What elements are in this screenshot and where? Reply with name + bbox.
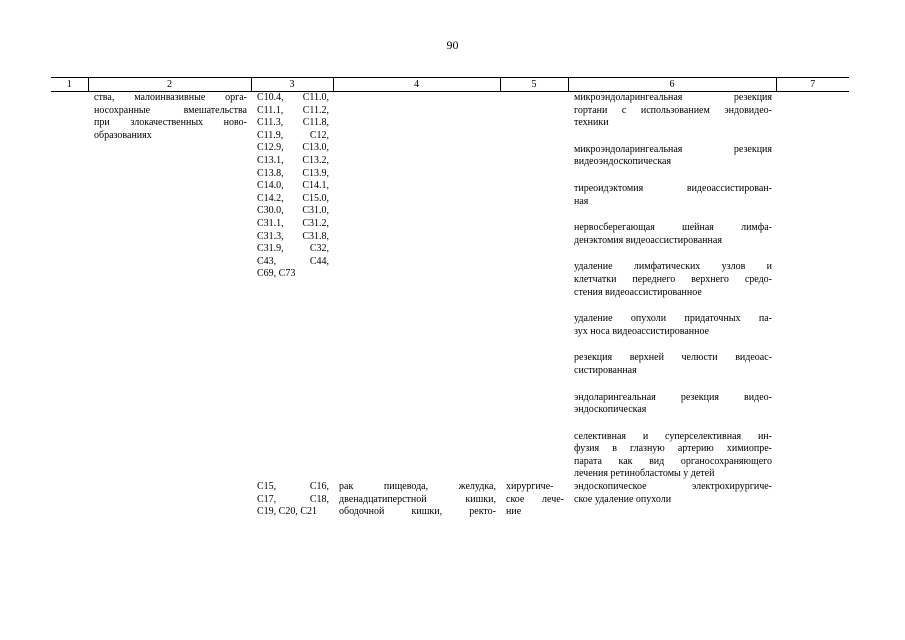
text-line: эндоскопическое электрохирургиче- xyxy=(574,481,772,493)
icd-code: C14.0, xyxy=(257,180,284,192)
text-line: образованиях xyxy=(94,129,152,141)
text-line: тиреоидэктомия видеоассистирован- xyxy=(574,182,772,194)
icd-code: C14.2, xyxy=(257,192,284,204)
intervention-item xyxy=(574,183,772,208)
text-line: клетчатки переднего верхнего средо- xyxy=(574,273,772,285)
icd-code-list xyxy=(257,481,329,519)
text-line: эндоларингеальная резекция видео- xyxy=(574,391,772,403)
cell-interventions xyxy=(568,92,776,482)
icd-code: C11.0, xyxy=(302,92,329,103)
text-line: техники xyxy=(574,117,609,129)
icd-code: C32, xyxy=(309,243,329,255)
text-line: ское лече- xyxy=(506,493,564,505)
icd-code: C44, xyxy=(309,255,329,267)
icd-code: C11.3, xyxy=(257,117,284,129)
intervention-item xyxy=(574,144,772,169)
intervention-item xyxy=(574,313,772,338)
header-row xyxy=(51,78,849,92)
col-header-2: 2 xyxy=(88,78,251,92)
text-line: видеоэндоскопическая xyxy=(574,156,672,168)
text-line: лечения ретинобластомы у детей xyxy=(574,468,715,480)
icd-code: C15.0, xyxy=(302,192,329,204)
text-line: стения видеоассистированное xyxy=(574,286,702,298)
text-line: парата как вид органосохраняющего xyxy=(574,455,772,467)
page-number: 90 xyxy=(446,38,459,52)
icd-code: C31.9, xyxy=(257,243,284,255)
icd-code: C16, xyxy=(309,481,329,493)
icd-code: C14.1, xyxy=(302,180,329,192)
cell-diagnosis xyxy=(333,481,500,519)
col-header-7: 7 xyxy=(776,78,849,92)
col-header-1: 1 xyxy=(51,78,88,92)
text-line: селективная и суперселективная ин- xyxy=(574,430,772,442)
icd-code: C11.1, xyxy=(257,104,284,116)
cell-5 xyxy=(500,92,568,482)
icd-code: C13.9, xyxy=(302,167,329,179)
cell-2 xyxy=(88,481,251,519)
icd-code: C31.3, xyxy=(257,230,284,242)
icd-code: C18, xyxy=(309,493,329,505)
icd-code: C10.4, xyxy=(257,92,284,103)
icd-code: C11.2, xyxy=(302,104,329,116)
icd-code: C19, C20, C21 xyxy=(257,506,318,518)
icd-code: C31.8, xyxy=(302,230,329,242)
text-line: денэктомия видеоассистированная xyxy=(574,234,722,246)
text-line: эндоскопическая xyxy=(574,404,647,416)
icd-code: C30.0, xyxy=(257,205,284,217)
col-header-3: 3 xyxy=(251,78,333,92)
intervention-item xyxy=(574,431,772,481)
icd-code: C13.2, xyxy=(302,154,329,166)
intervention-item xyxy=(574,222,772,247)
icd-code: C31.0, xyxy=(302,205,329,217)
text-line: систированная xyxy=(574,364,637,376)
text-line: гортани с использованием эндовидео- xyxy=(574,104,772,116)
cell-treatment-kind xyxy=(500,481,568,519)
cell-interventions xyxy=(568,481,776,519)
text-line: ободочной кишки, ректо- xyxy=(339,506,496,518)
text-line: фузия в глазную артерию химиопре- xyxy=(574,443,772,455)
text-line: ная xyxy=(574,195,589,207)
col-header-6: 6 xyxy=(568,78,776,92)
intervention-item xyxy=(574,261,772,299)
icd-code: C11.8, xyxy=(302,117,329,129)
text-line: нервосберегающая шейная лимфа- xyxy=(574,222,772,234)
icd-code: C12.9, xyxy=(257,142,284,154)
cell-7 xyxy=(776,481,849,519)
icd-code: C13.0, xyxy=(302,142,329,154)
text-line: ское удаление опухоли xyxy=(574,493,672,505)
cell-treatment-type xyxy=(88,92,251,482)
intervention-item xyxy=(574,92,772,130)
icd-code: C31.2, xyxy=(302,217,329,229)
text-line: удаление лимфатических узлов и xyxy=(574,261,772,273)
text-line: удаление опухоли придаточных па- xyxy=(574,313,772,325)
text-line: носохранные вмешательства xyxy=(94,104,247,116)
icd-code: C13.8, xyxy=(257,167,284,179)
table-row xyxy=(51,481,849,519)
intervention-item xyxy=(574,392,772,417)
icd-code: C12, xyxy=(309,129,329,141)
icd-code: C31.1, xyxy=(257,217,284,229)
icd-code: C43, xyxy=(257,255,277,267)
text-line: зух носа видеоассистированное xyxy=(574,325,710,337)
cell-1 xyxy=(51,92,88,482)
text-line: резекция верхней челюсти видеоас- xyxy=(574,352,772,364)
text-line: при злокачественных ново- xyxy=(94,117,247,129)
cell-icd-codes xyxy=(251,481,333,519)
col-header-4: 4 xyxy=(333,78,500,92)
medical-table xyxy=(51,77,849,519)
text-line: рак пищевода, желудка, xyxy=(339,481,496,493)
text-line: хирургиче- xyxy=(506,481,554,493)
cell-icd-codes xyxy=(251,92,333,482)
intervention-item xyxy=(574,352,772,377)
table-row xyxy=(51,92,849,482)
text-line: ние xyxy=(506,506,522,518)
icd-code-list xyxy=(257,92,329,281)
icd-code: C15, xyxy=(257,481,277,493)
icd-code: C69, C73 xyxy=(257,268,296,280)
cell-1 xyxy=(51,481,88,519)
text-line: двенадцатиперстной кишки, xyxy=(339,493,496,505)
cell-7 xyxy=(776,92,849,482)
col-header-5: 5 xyxy=(500,78,568,92)
icd-code: C11.9, xyxy=(257,129,284,141)
text-line: микроэндоларингеальная резекция xyxy=(574,143,772,155)
text-line: микроэндоларингеальная резекция xyxy=(574,92,772,103)
cell-4 xyxy=(333,92,500,482)
text-line: ства, малоинвазивные орга- xyxy=(94,92,247,103)
icd-code: C17, xyxy=(257,493,277,505)
icd-code: C13.1, xyxy=(257,154,284,166)
